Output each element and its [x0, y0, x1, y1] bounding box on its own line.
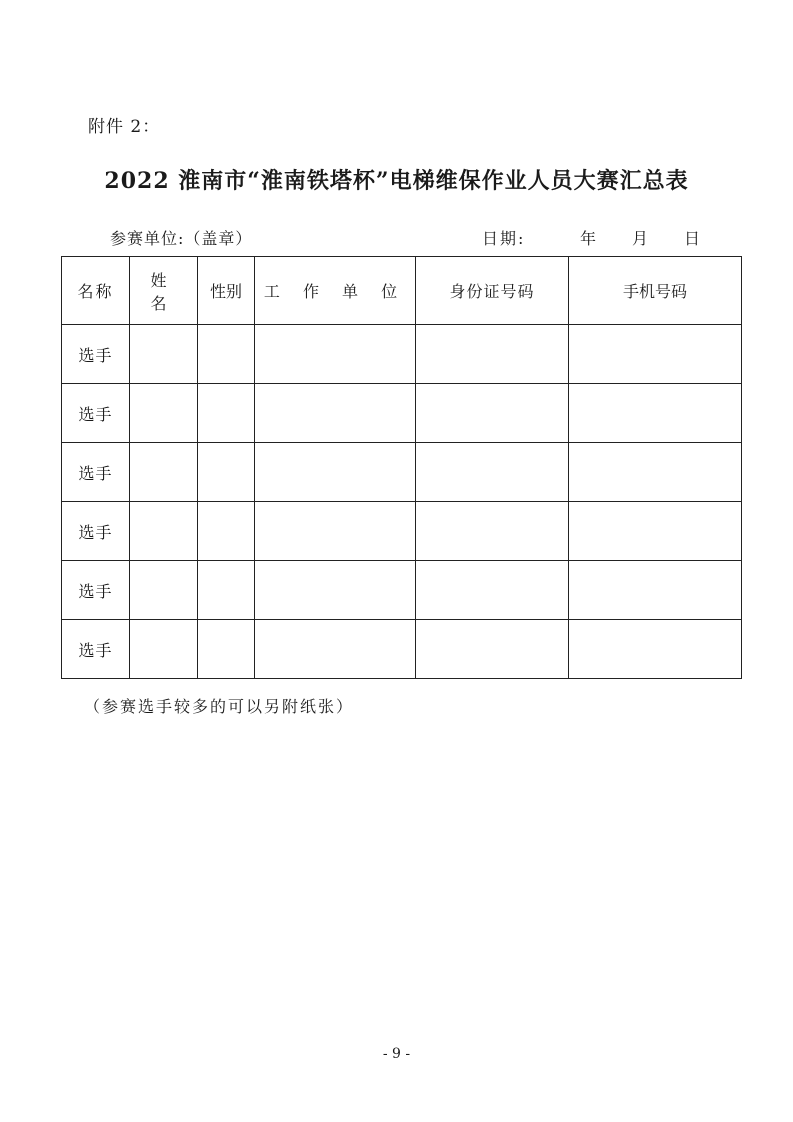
document-title: 2022 淮南市“淮南铁塔杯”电梯维保作业人员大赛汇总表: [104, 168, 689, 194]
work-unit-cell: [255, 561, 416, 620]
table-row: [62, 620, 742, 679]
row-role-cell: 选手: [62, 561, 130, 620]
name-cell: [130, 561, 198, 620]
header-phone-number: 手机号码: [569, 257, 742, 325]
work-unit-cell: [255, 384, 416, 443]
name-cell: [130, 384, 198, 443]
phone-cell: [569, 325, 742, 384]
table-row: [62, 561, 742, 620]
id-number-cell: [416, 325, 569, 384]
row-role-cell: 选手: [62, 325, 130, 384]
header-work-unit: 工 作 单 位: [255, 257, 416, 325]
gender-cell: [198, 561, 255, 620]
phone-cell: [569, 443, 742, 502]
name-cell: [130, 443, 198, 502]
participant-table: [61, 256, 742, 679]
id-number-cell: [416, 502, 569, 561]
phone-cell: [569, 620, 742, 679]
header-name: 姓 名: [130, 257, 198, 325]
header-gender: 性别: [198, 257, 255, 325]
month-label: 月: [631, 229, 648, 248]
id-number-cell: [416, 561, 569, 620]
work-unit-cell: [255, 325, 416, 384]
header-id-number: 身份证号码: [416, 257, 569, 325]
work-unit-cell: [255, 443, 416, 502]
name-cell: [130, 325, 198, 384]
attachment-label: 附件 2：: [88, 117, 161, 137]
work-unit-cell: [255, 620, 416, 679]
id-number-cell: [416, 443, 569, 502]
day-label: 日: [683, 229, 700, 248]
name-cell: [130, 620, 198, 679]
phone-cell: [569, 502, 742, 561]
id-number-cell: [416, 384, 569, 443]
table-row: [62, 384, 742, 443]
row-role-cell: 选手: [62, 620, 130, 679]
table-row: [62, 502, 742, 561]
header-category: 名称: [62, 257, 130, 325]
id-number-cell: [416, 620, 569, 679]
gender-cell: [198, 502, 255, 561]
page-number: - 9 -: [382, 1046, 411, 1062]
phone-cell: [569, 561, 742, 620]
footnote: （参赛选手较多的可以另附纸张）: [84, 697, 355, 716]
date-line: [482, 226, 718, 249]
date-label: 日期:: [482, 229, 526, 248]
phone-cell: [569, 384, 742, 443]
year-label: 年: [579, 229, 596, 248]
work-unit-cell: [255, 502, 416, 561]
row-role-cell: 选手: [62, 502, 130, 561]
name-cell: [130, 502, 198, 561]
table-row: [62, 325, 742, 384]
gender-cell: [198, 620, 255, 679]
participating-unit-label: 参赛单位:（盖章）: [110, 229, 253, 248]
gender-cell: [198, 443, 255, 502]
row-role-cell: 选手: [62, 443, 130, 502]
gender-cell: [198, 384, 255, 443]
row-role-cell: 选手: [62, 384, 130, 443]
table-row: [62, 443, 742, 502]
gender-cell: [198, 325, 255, 384]
table-header-row: [62, 257, 742, 325]
